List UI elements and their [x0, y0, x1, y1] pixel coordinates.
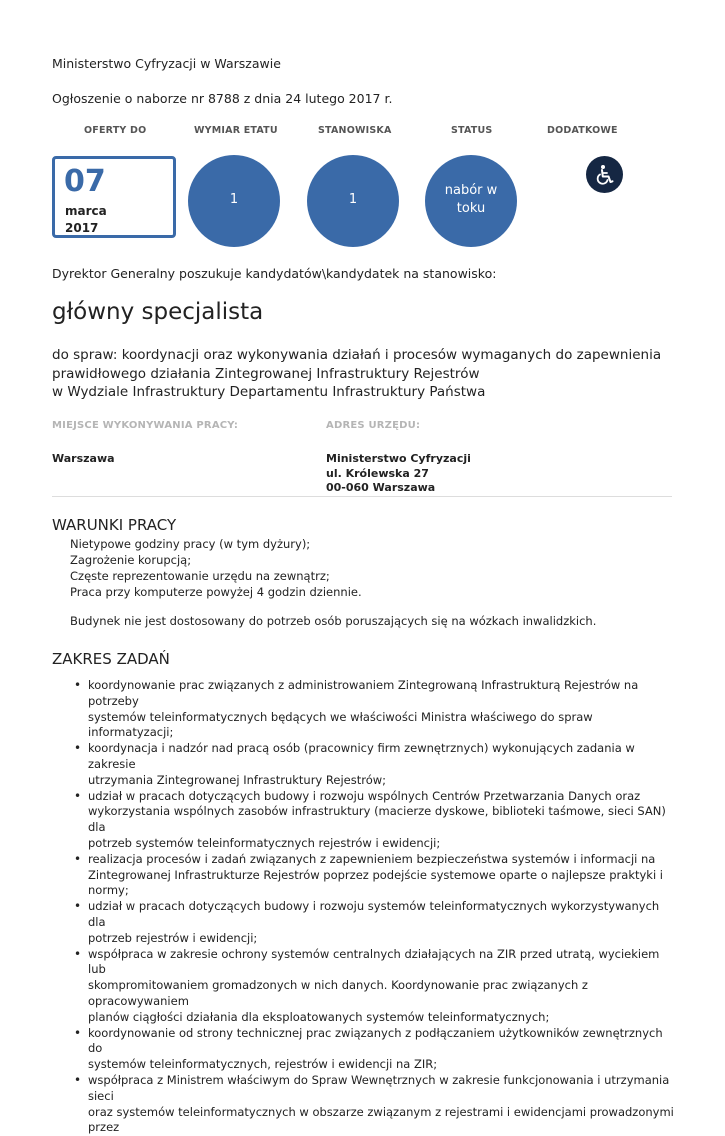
deadline-month: marca: [65, 204, 107, 218]
status-value: nabór w toku: [444, 182, 498, 216]
office-address-label: ADRES URZĘDU:: [326, 420, 421, 431]
office-address: [326, 452, 471, 496]
duties-line: w Wydziale Infrastruktury Departamentu Infrastruktury Państwa: [52, 384, 486, 400]
positions-circle: [307, 155, 399, 247]
task-item: [74, 789, 674, 852]
task-item: [74, 852, 674, 899]
task-line: • udział w pracach dotyczących budowy i rozwoju wspólnych Centrów Przetwarzania Danych oraz: [88, 788, 641, 803]
fte-header: WYMIAR ETATU: [194, 125, 278, 136]
job-title: główny specjalista: [52, 299, 264, 325]
duties-line: prawidłowego działania Zintegrowanej Infrastruktury Rejestrów: [52, 365, 480, 382]
task-line: skompromitowaniem gromadzonych w nich danych. Koordynowanie prac związanych z opracowywaniem: [88, 978, 588, 1008]
fte-circle: [188, 155, 280, 247]
task-line: potrzeb systemów teleinformatycznych rejestrów i ewidencji;: [88, 835, 441, 850]
office-address-line: 00-060 Warszawa: [326, 481, 436, 494]
task-line: • realizacja procesów i zadań związanych z zapewnieniem bezpieczeństwa systemów i informacji na: [88, 851, 656, 866]
task-item: [74, 1073, 674, 1136]
deadline-header: OFERTY DO: [84, 125, 147, 136]
condition-item: Częste reprezentowanie urzędu na zewnątrz;: [70, 569, 330, 583]
conditions-list: [70, 536, 362, 600]
task-item: [74, 947, 674, 1026]
task-item: [74, 678, 674, 741]
office-address-line: Ministerstwo Cyfryzacji: [326, 452, 471, 465]
task-line: wykorzystania wspólnych zasobów infrastruktury (macierze dyskowe, biblioteki taśmowe, sieci SAN) dla: [88, 804, 666, 835]
wheelchair-icon-glyph: [593, 163, 617, 187]
task-line: planów ciągłości działania dla eksploatowanych systemów teleinformatycznych;: [88, 1009, 550, 1024]
office-address-line: ul. Królewska 27: [326, 466, 429, 480]
job-duties: [52, 346, 672, 402]
status-header: STATUS: [451, 125, 493, 136]
task-line: • udział w pracach dotyczących budowy i rozwoju systemów teleinformatycznych wykorzystywanych dla: [88, 899, 660, 929]
job-intro: Dyrektor Generalny poszukuje kandydatów\kandydatek na stanowisko:: [52, 266, 497, 281]
condition-item: Zagrożenie korupcją;: [70, 553, 192, 567]
tasks-heading: ZAKRES ZADAŃ: [52, 650, 170, 668]
task-line: systemów teleinformatycznych, rejestrów i ewidencji na ZIR;: [88, 1057, 438, 1072]
task-line: • koordynowanie prac związanych z administrowaniem Zintegrowaną Infrastrukturą Rejestrów na potrzeby: [88, 678, 639, 708]
workplace-label: MIEJSCE WYKONYWANIA PRACY:: [52, 420, 239, 431]
task-line: utrzymania Zintegrowanej Infrastruktury Rejestrów;: [88, 772, 387, 787]
stats-header-row: [52, 125, 652, 139]
condition-item: Praca przy komputerze powyżej 4 godzin dziennie.: [70, 585, 362, 599]
task-line: systemów teleinformatycznych będących we właściwości Ministra właściwego do spraw informatyzacji;: [88, 709, 593, 740]
positions-value: 1: [348, 191, 358, 207]
duties-line: do spraw: koordynacji oraz wykonywania działań i procesów wymaganych do zapewnienia: [52, 347, 662, 363]
extras-header: DODATKOWE: [547, 125, 618, 136]
deadline-box: [52, 156, 176, 238]
announcement-title: Ogłoszenie o naborze nr 8788 z dnia 24 lutego 2017 r.: [52, 91, 393, 106]
status-circle: [425, 155, 517, 247]
accessibility-note: Budynek nie jest dostosowany do potrzeb osób poruszających się na wózkach inwalidzkich.: [70, 614, 597, 628]
task-line: • koordynacja i nadzór nad pracą osób (pracownicy firm zewnętrznych) wykonujących zadania w zakresie: [88, 741, 635, 771]
conditions-heading: WARUNKI PRACY: [52, 516, 177, 534]
tasks-list: [74, 678, 674, 1136]
fte-value: 1: [229, 191, 239, 207]
positions-header: STANOWISKA: [318, 125, 392, 136]
task-item: [74, 741, 674, 788]
wheelchair-icon: [586, 156, 623, 193]
task-line: • współpraca z Ministrem właściwym do Spraw Wewnętrznych w zakresie funkcjonowania i utrzymania sieci: [88, 1072, 670, 1103]
deadline-year: 2017: [65, 221, 99, 235]
task-line: oraz systemów teleinformatycznych w obszarze związanym z rejestrami i ewidencjami prowadzonymi przez: [88, 1104, 674, 1135]
task-line: Zintegrowanej Infrastrukturze Rejestrów poprzez podejście systemowe oparte o najlepsze praktyki i normy;: [88, 867, 664, 898]
task-line: potrzeb rejestrów i ewidencji;: [88, 930, 258, 945]
workplace-value: Warszawa: [52, 452, 115, 465]
task-line: • współpraca w zakresie ochrony systemów centralnych działających na ZIR przed utratą, wyciekiem lub: [88, 946, 660, 977]
condition-item: Nietypowe godziny pracy (w tym dyżury);: [70, 537, 311, 551]
task-line: • koordynowanie od strony technicznej prac związanych z podłączaniem użytkowników zewnętrznych do: [88, 1025, 663, 1056]
section-divider: [52, 496, 672, 497]
deadline-day: 07: [64, 164, 106, 199]
ministry-name: Ministerstwo Cyfryzacji w Warszawie: [52, 56, 281, 71]
task-item: [74, 1026, 674, 1073]
task-item: [74, 899, 674, 946]
